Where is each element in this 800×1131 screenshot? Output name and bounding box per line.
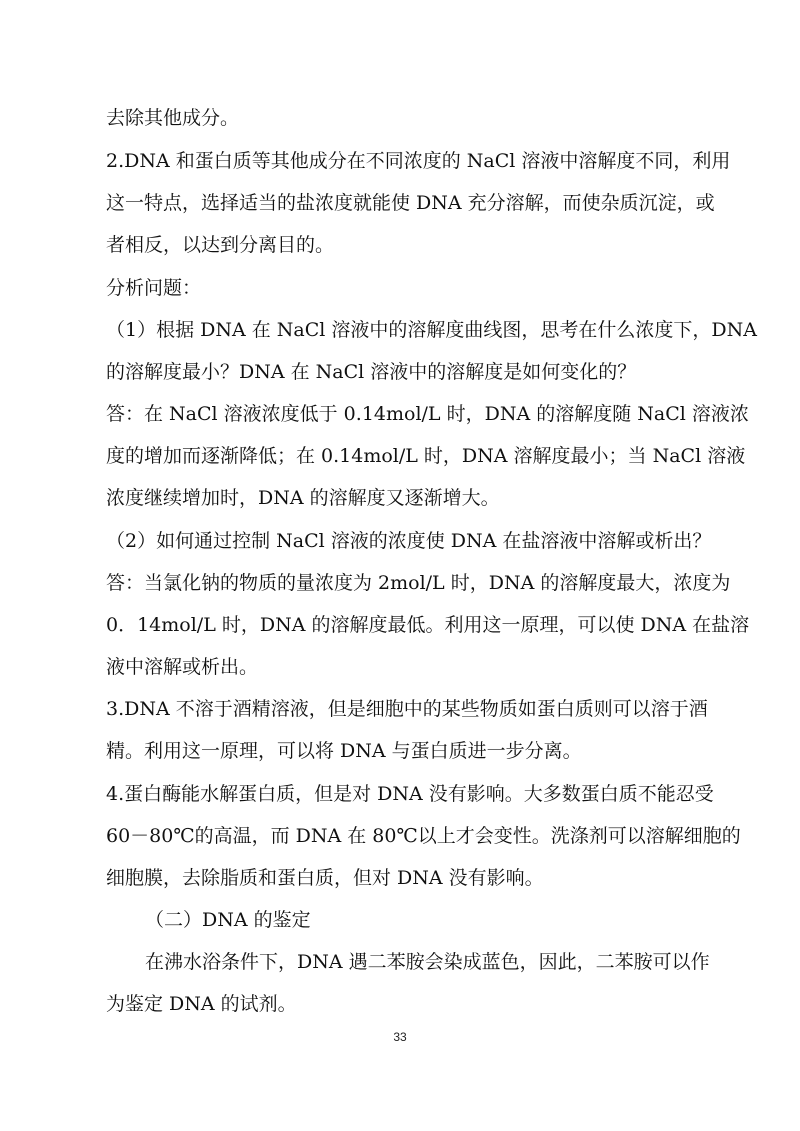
text-line: （2）如何通过控制 NaCl 溶液的浓度使 DNA 在盐溶液中溶解或析出？ [106,530,712,552]
text-line: 的溶解度最小？DNA 在 NaCl 溶液中的溶解度是如何变化的？ [106,361,637,383]
text-line: 60－80℃的高温，而 DNA 在 80℃以上才会变性。洗涤剂可以溶解细胞的 [106,825,741,847]
text-line: 者相反，以达到分离目的。 [106,234,335,256]
text-line: 2.DNA 和蛋白质等其他成分在不同浓度的 NaCl 溶液中溶解度不同，利用 [106,150,731,172]
text-line: 答：当氯化钠的物质的量浓度为 2mol/L 时，DNA 的溶解度最大，浓度为 [106,572,731,594]
text-line: 这一特点，选择适当的盐浓度就能使 DNA 充分溶解，而使杂质沉淀，或 [106,192,715,214]
text-line: 分析问题： [106,277,202,299]
text-line: 细胞膜，去除脂质和蛋白质，但对 DNA 没有影响。 [106,867,544,889]
text-line: 4.蛋白酶能水解蛋白质，但是对 DNA 没有影响。大多数蛋白质不能忍受 [106,783,714,805]
text-line: 为鉴定 DNA 的试剂。 [106,993,297,1015]
text-line: 液中溶解或析出。 [106,656,259,678]
text-line: 浓度继续增加时，DNA 的溶解度又逐渐增大。 [106,487,500,509]
text-line: 在沸水浴条件下，DNA 遇二苯胺会染成蓝色，因此，二苯胺可以作 [145,951,710,973]
section-heading: （二）DNA 的鉴定 [145,909,311,931]
text-line: 3.DNA 不溶于酒精溶液，但是细胞中的某些物质如蛋白质则可以溶于酒 [106,698,708,720]
text-line: 0．14mol/L 时，DNA 的溶解度最低。利用这一原理，可以使 DNA 在盐溶 [106,614,750,636]
text-line: 精。利用这一原理，可以将 DNA 与蛋白质进一步分离。 [106,740,582,762]
text-line: 答：在 NaCl 溶液浓度低于 0.14mol/L 时，DNA 的溶解度随 NaCl 溶液浓 [106,403,749,425]
text-line: （1）根据 DNA 在 NaCl 溶液中的溶解度曲线图，思考在什么浓度下，DNA [106,319,757,341]
page-number: 33 [393,1030,407,1044]
text-line: 去除其他成分。 [106,107,240,129]
text-line: 度的增加而逐渐降低；在 0.14mol/L 时，DNA 溶解度最小；当 NaCl 溶液 [106,445,746,467]
